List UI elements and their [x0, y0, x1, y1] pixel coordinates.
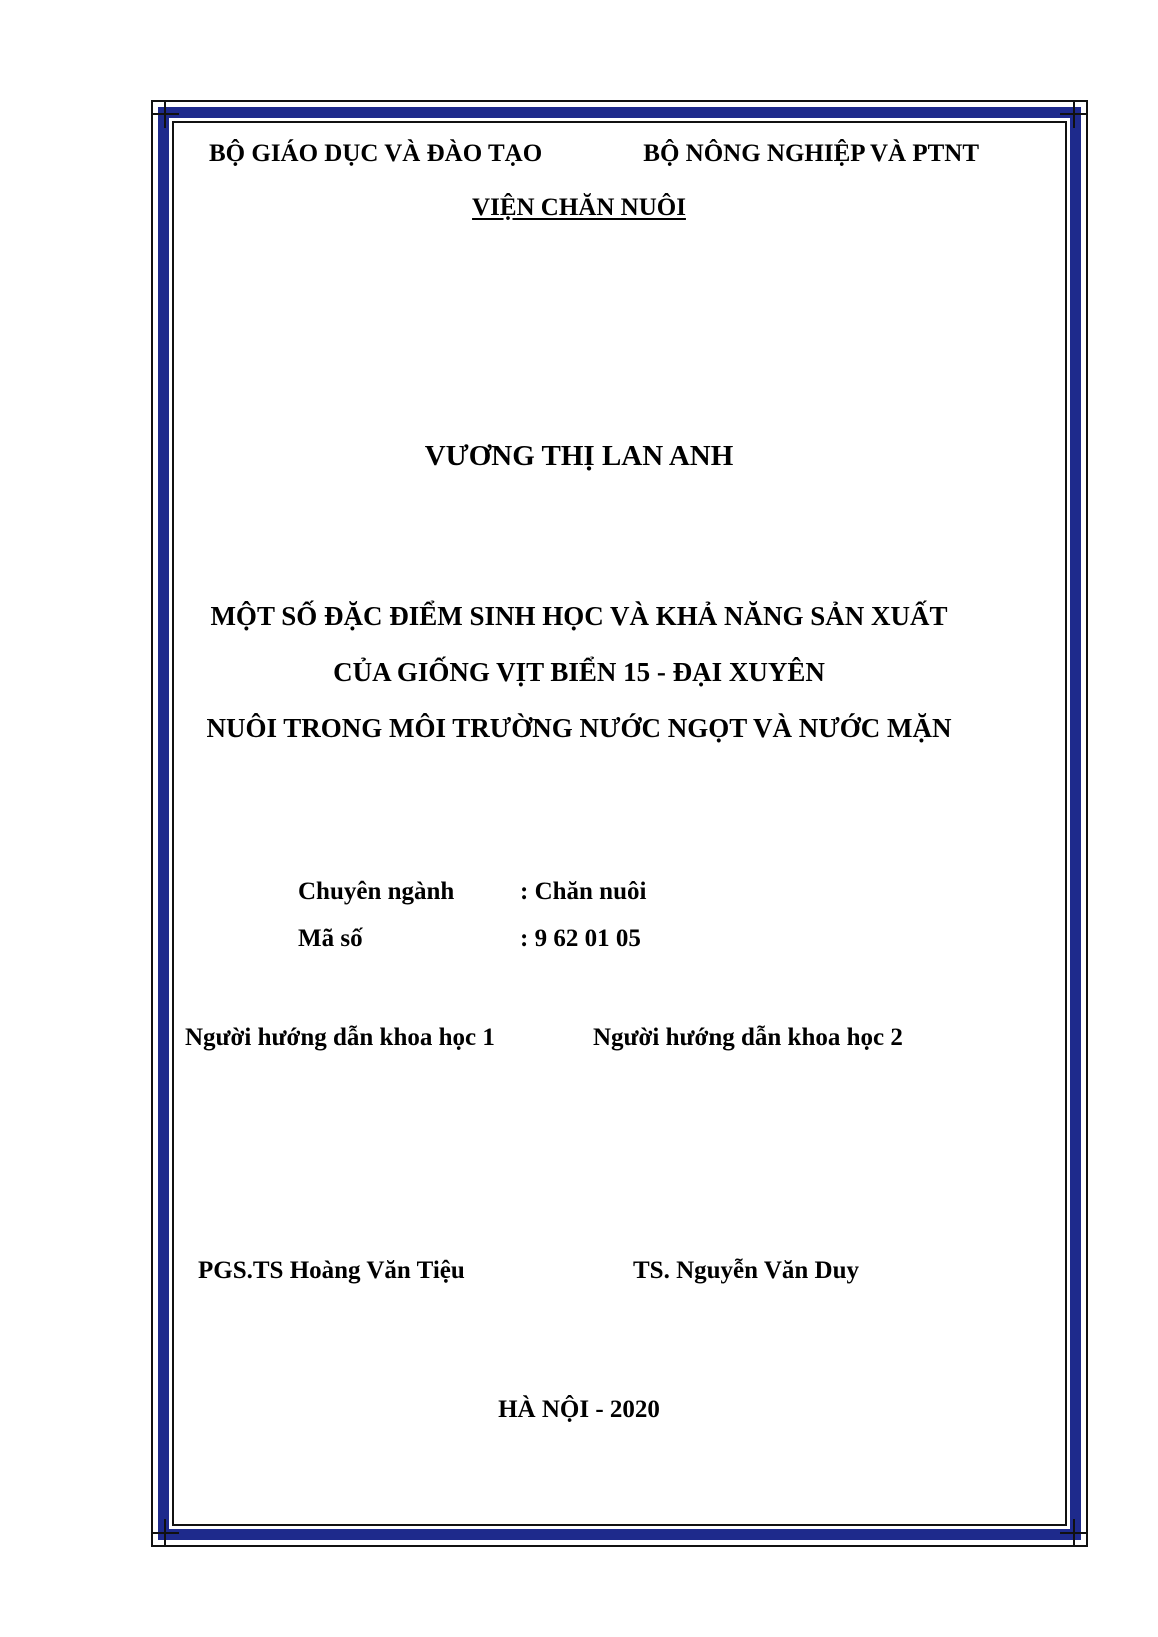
thesis-title-line: CỦA GIỐNG VỊT BIỂN 15 - ĐẠI XUYÊN	[333, 657, 825, 687]
advisor-2-label: Người hướng dẫn khoa học 2	[593, 1024, 903, 1051]
ministry-of-agriculture: BỘ NÔNG NGHIỆP VÀ PTNT	[643, 140, 979, 167]
frame-corner-ornament	[1060, 1519, 1088, 1547]
author-name: VƯƠNG THỊ LAN ANH	[424, 440, 734, 472]
page-frame-inner	[172, 121, 1067, 1526]
advisor-1-name: PGS.TS Hoàng Văn Tiệu	[198, 1257, 465, 1284]
frame-corner-ornament	[1060, 100, 1088, 128]
code-row	[298, 923, 646, 970]
advisor-2-name: TS. Nguyễn Văn Duy	[633, 1257, 860, 1284]
thesis-title	[0, 598, 1158, 766]
institute-heading	[0, 194, 1158, 222]
major-value: : Chăn nuôi	[520, 878, 647, 905]
major-row	[298, 876, 646, 923]
header-organizations	[209, 140, 979, 168]
institute-name: VIỆN CHĂN NUÔI	[472, 194, 686, 221]
ministry-of-education: BỘ GIÁO DỤC VÀ ĐÀO TẠO	[209, 140, 543, 167]
thesis-title-line: MỘT SỐ ĐẶC ĐIỂM SINH HỌC VÀ KHẢ NĂNG SẢN XUẤT	[210, 601, 948, 631]
code-label: Mã số	[298, 925, 363, 952]
major-info	[298, 876, 646, 970]
major-label: Chuyên ngành	[298, 878, 455, 905]
frame-corner-ornament	[151, 1519, 179, 1547]
code-value: : 9 62 01 05	[520, 925, 641, 952]
advisor-1-label: Người hướng dẫn khoa học 1	[185, 1024, 495, 1051]
thesis-title-line: NUÔI TRONG MÔI TRƯỜNG NƯỚC NGỌT VÀ NƯỚC MẶN	[206, 713, 952, 743]
place-and-year: HÀ NỘI - 2020	[498, 1396, 660, 1423]
frame-corner-ornament	[151, 100, 179, 128]
